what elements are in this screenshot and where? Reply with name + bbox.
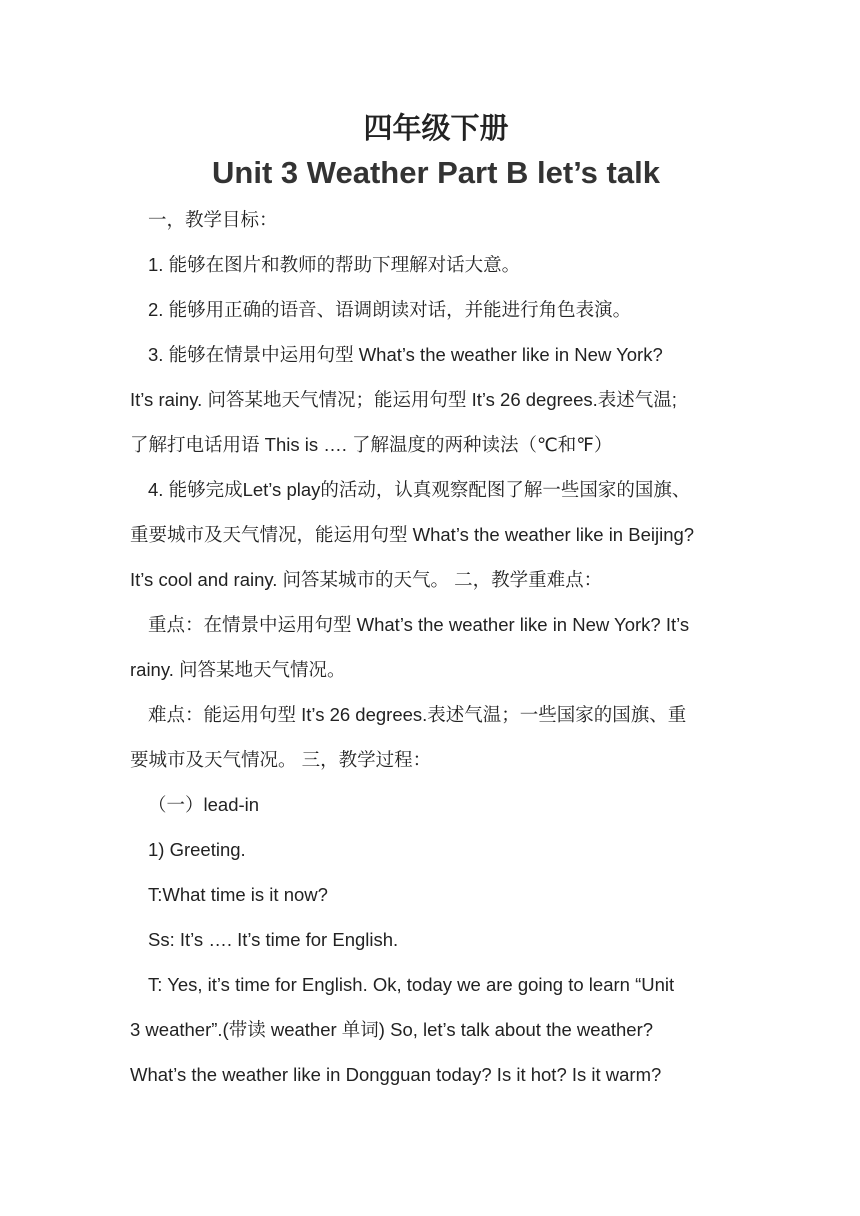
dialogue-line: T:What time is it now? xyxy=(148,884,328,905)
objective-2: 2. 能够用正确的语音、语调朗读对话，并能进行角色表演。 xyxy=(148,299,632,320)
document-title: 四年级下册 xyxy=(363,111,509,145)
greeting-step: 1) Greeting. xyxy=(148,839,246,860)
key-point-line-1: 重点：在情景中运用句型 What’s the weather like in New York? It’s xyxy=(148,614,690,635)
objective-3-line-1: 3. 能够在情景中运用句型 What’s the weather like in New York? xyxy=(148,344,663,365)
objective-3-line-2: It’s rainy. 问答某地天气情况；能运用句型 It’s 26 degrees.表述气温; xyxy=(130,389,677,410)
document-body xyxy=(130,197,742,1097)
dialogue-line: T: Yes, it’s time for English. Ok, today we are going to learn “Unit xyxy=(148,974,675,995)
difficult-point-line-1: 难点：能运用句型 It’s 26 degrees.表述气温；一些国家的国旗、重 xyxy=(148,704,687,725)
document-page xyxy=(130,105,742,1097)
objective-3-line-3: 了解打电话用语 This is …. 了解温度的两种读法（℃和℉） xyxy=(130,434,613,455)
objective-1: 1. 能够在图片和教师的帮助下理解对话大意。 xyxy=(148,254,521,275)
lead-in-heading: （一）lead-in xyxy=(148,794,260,815)
key-point-line-2: rainy. 问答某地天气情况。 xyxy=(130,659,346,680)
document-subtitle: Unit 3 Weather Part B let’s talk xyxy=(212,155,660,190)
section-heading-objectives: 一，教学目标： xyxy=(148,209,278,230)
difficult-point-line-2: 要城市及天气情况。 三，教学过程： xyxy=(130,749,432,770)
dialogue-line: Ss: It’s …. It’s time for English. xyxy=(148,929,399,950)
objective-4-line-3: It’s cool and rainy. 问答某城市的天气。 二，教学重难点： xyxy=(130,569,603,590)
objective-4-line-2: 重要城市及天气情况，能运用句型 What’s the weather like in Beijing? xyxy=(130,524,695,545)
dialogue-line: What’s the weather like in Dongguan today? Is it hot? Is it warm? xyxy=(130,1064,662,1085)
objective-4-line-1: 4. 能够完成Let’s play的活动，认真观察配图了解一些国家的国旗、 xyxy=(148,479,691,500)
dialogue-line: 3 weather”.(带读 weather 单词) So, let’s talk about the weather? xyxy=(130,1019,654,1040)
